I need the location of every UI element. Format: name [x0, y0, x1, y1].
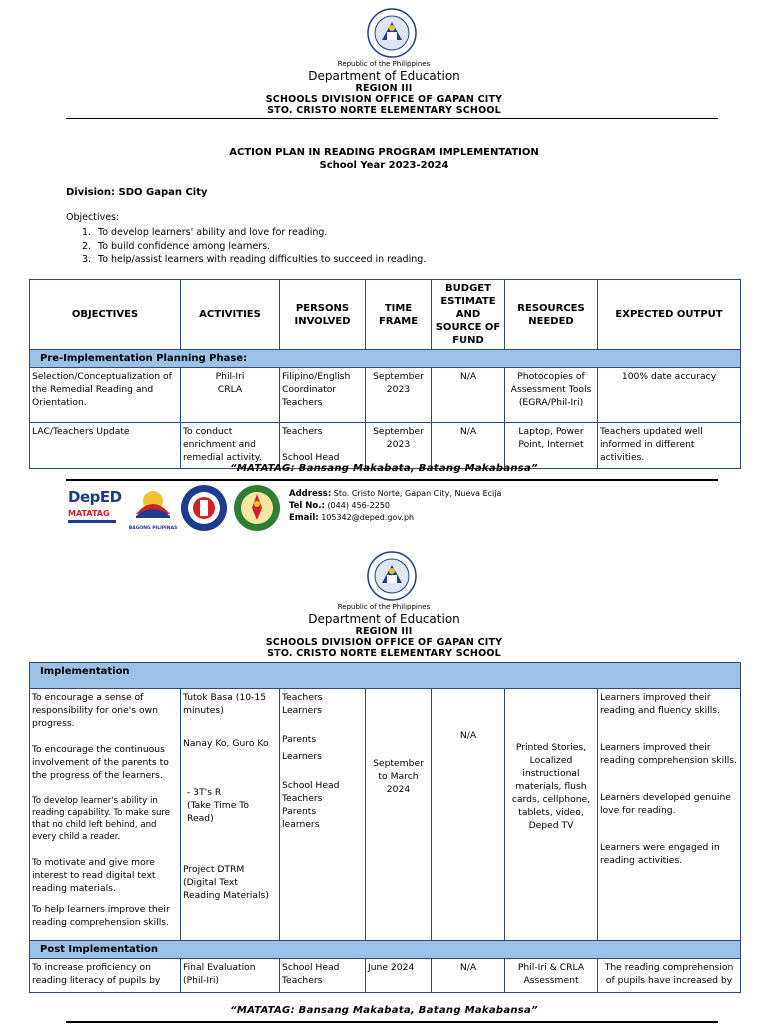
table-row — [30, 368, 741, 423]
objective-item: 2. To build confidence among learners. — [82, 240, 271, 252]
cell-activity: Phil-Iri CRLA — [181, 368, 280, 423]
division-office-text: SCHOOLS DIVISION OFFICE OF GAPAN CITY — [265, 637, 503, 648]
cell-output: The reading comprehension of pupils have increased by — [598, 959, 741, 993]
republic-text: Republic of the Philippines — [337, 603, 431, 611]
cell-persons: Teachers Learners Parents Learners School Head Teachers Parents learners — [280, 689, 366, 941]
cell-objective: To increase proficiency on reading literacy of pupils by — [30, 959, 181, 993]
cell-objective: To encourage a sense of responsibility for one's own progress. To encourage the continuous involvement of the parents to the progress of the learners. To develop learner's ability in reading capability. To make sure that no child left behind, and every child a reader. To motivate and give more interest to read digital text reading materials. To help learners improve their reading comprehension skills. — [30, 689, 181, 941]
bagong-pilipinas-icon — [128, 484, 178, 522]
table-row — [30, 689, 741, 941]
cell-persons: Filipino/English Coordinator Teachers — [280, 368, 366, 423]
contact-block: Address: Sto. Cristo Norte, Gapan City, Nueva Ecija Tel No.: (044) 456-2250 Email: 105342@deped.gov.ph — [289, 489, 502, 523]
cell-persons: Teachers School Head — [280, 423, 366, 469]
cell-time: September 2023 — [366, 423, 432, 469]
footer-divider — [66, 1021, 718, 1023]
email-text: 105342@deped.gov.ph — [321, 513, 415, 522]
department-name: Department of Education — [308, 612, 460, 626]
objective-item: 3. To help/assist learners with reading difficulties to succeed in reading. — [82, 254, 427, 265]
cell-activity: Tutok Basa (10-15 minutes) Nanay Ko, Guro Ko - 3T's R (Take Time To Read) Project DTRM (Digital Text Reading Materials) — [181, 689, 280, 941]
cell-activity: Final Evaluation (Phil-Iri) — [181, 959, 280, 993]
objective-item: 1. To develop learners' ability and love for reading. — [82, 227, 328, 238]
cell-activity: To conduct enrichment and remedial activity. — [181, 423, 280, 469]
table-row — [30, 959, 741, 993]
col-header-objectives: OBJECTIVES — [30, 280, 181, 350]
republic-text: Republic of the Philippines — [337, 60, 431, 68]
phase-pre-implementation: Pre-Implementation Planning Phase: — [30, 350, 741, 368]
cell-resources: Printed Stories, Localized instructional materials, flush cards, cellphone, tablets, video, Deped TV — [505, 689, 598, 941]
cell-time: September 2023 — [366, 368, 432, 423]
region-text: REGION III — [355, 626, 413, 637]
sdo-gapan-seal-icon — [180, 484, 228, 532]
action-plan-table-1 — [29, 279, 741, 469]
motto-text: “MATATAG: Bansang Makabata, Batang Makabansa” — [230, 1005, 538, 1016]
school-year: School Year 2023-2024 — [319, 160, 449, 171]
cell-persons: School Head Teachers — [280, 959, 366, 993]
plan-title: ACTION PLAN IN READING PROGRAM IMPLEMENTATION — [229, 147, 539, 158]
bagong-pilipinas-logo: BAGONG PILIPINAS — [128, 484, 178, 530]
cell-time: September to March 2024 — [366, 689, 432, 941]
deped-matatag-logo: DepED MATATAG — [68, 488, 120, 530]
tel-text: (044) 456-2250 — [327, 501, 391, 510]
phase-implementation: Implementation — [30, 663, 741, 689]
region-text: REGION III — [355, 83, 413, 94]
school-name: STO. CRISTO NORTE ELEMENTARY SCHOOL — [267, 648, 501, 659]
col-header-resources: RESOURCES NEEDED — [505, 280, 598, 350]
cell-resources: Photocopies of Assessment Tools (EGRA/Phil-Iri) — [505, 368, 598, 423]
deped-seal-icon — [367, 8, 417, 58]
col-header-activities: ACTIVITIES — [181, 280, 280, 350]
action-plan-table-2 — [29, 662, 741, 993]
cell-time: June 2024 — [366, 959, 432, 993]
address-text: Sto. Cristo Norte, Gapan City, Nueva Ecija — [333, 489, 502, 498]
objectives-list — [82, 226, 426, 267]
cell-budget: N/A — [432, 423, 505, 469]
header-divider — [66, 118, 718, 119]
motto-text: “MATATAG: Bansang Makabata, Batang Makabansa” — [230, 463, 538, 474]
cell-budget: N/A — [432, 689, 505, 941]
department-name: Department of Education — [308, 69, 460, 83]
cell-objective: Selection/Conceptualization of the Remedial Reading and Orientation. — [30, 368, 181, 423]
school-name: STO. CRISTO NORTE ELEMENTARY SCHOOL — [267, 105, 501, 116]
col-header-output: EXPECTED OUTPUT — [598, 280, 741, 350]
division-label: Division: SDO Gapan City — [66, 187, 208, 198]
cell-resources: Laptop, Power Point, Internet — [505, 423, 598, 469]
col-header-time-frame: TIME FRAME — [366, 280, 432, 350]
cell-budget: N/A — [432, 959, 505, 993]
cell-output: Learners improved their reading and fluency skills. Learners improved their reading comprehension skills. Learners developed genuine love for reading. Learners were engaged in reading activities. — [598, 689, 741, 941]
division-office-text: SCHOOLS DIVISION OFFICE OF GAPAN CITY — [265, 94, 503, 105]
footer-divider — [66, 479, 718, 481]
table-row — [30, 423, 741, 469]
col-header-persons: PERSONS INVOLVED — [280, 280, 366, 350]
cell-objective: LAC/Teachers Update — [30, 423, 181, 469]
cell-budget: N/A — [432, 368, 505, 423]
deped-seal-icon — [367, 551, 417, 601]
school-seal-icon — [232, 484, 282, 532]
objectives-label: Objectives: — [66, 212, 120, 223]
col-header-budget: BUDGET ESTIMATE AND SOURCE OF FUND — [432, 280, 505, 350]
cell-resources: Phil-Iri & CRLA Assessment — [505, 959, 598, 993]
phase-post-implementation: Post Implementation — [30, 941, 741, 959]
cell-output: 100% date accuracy — [598, 368, 741, 423]
cell-output: Teachers updated well informed in different activities. — [598, 423, 741, 469]
